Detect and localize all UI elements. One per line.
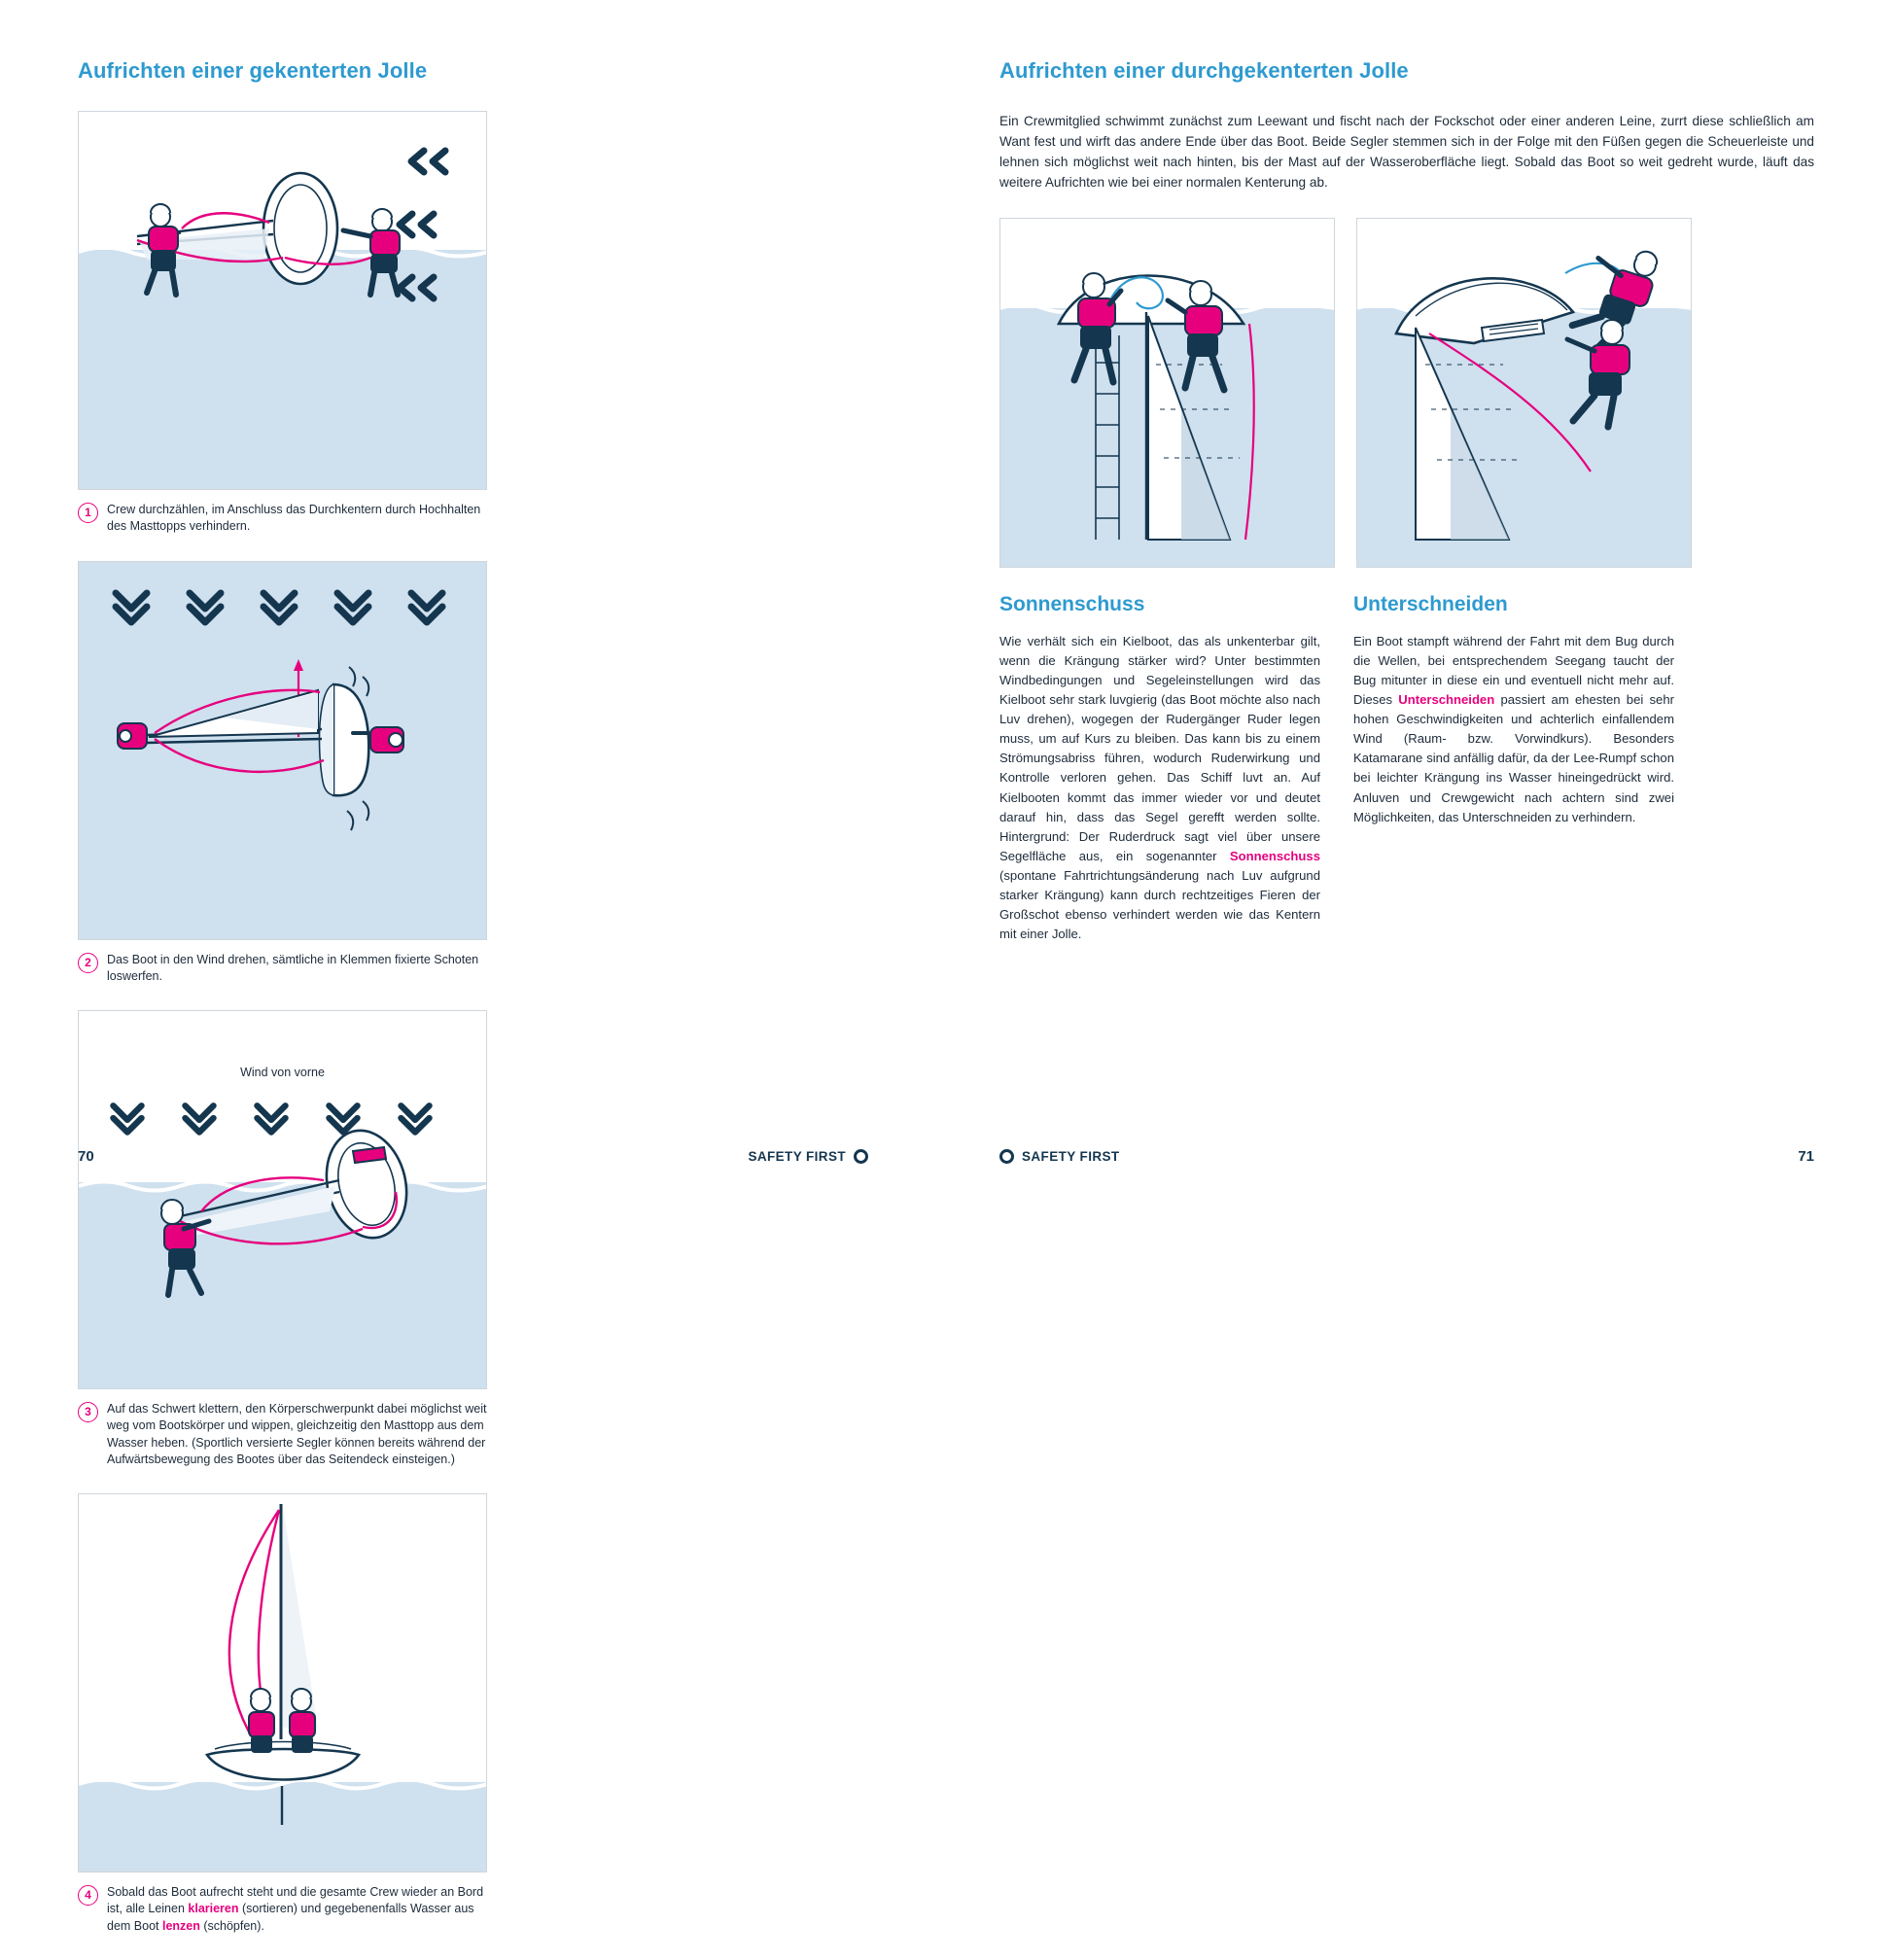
turtled-dinghy-illustration-2 — [1357, 219, 1692, 568]
right-page — [946, 0, 1892, 1219]
figure-1 — [78, 111, 487, 490]
brand-label: SAFETY FIRST — [1022, 1149, 1120, 1164]
figure-column-4 — [78, 1493, 487, 1960]
figure-column-3 — [78, 1010, 487, 1493]
photo-row — [999, 218, 1814, 568]
step4-part5: (schöpfen). — [199, 1918, 264, 1933]
step-number: 1 — [78, 503, 98, 523]
body-sonnenschuss — [999, 632, 1320, 944]
right-footer — [946, 1148, 1892, 1165]
figure-caption-4 — [78, 1884, 487, 1935]
brand-left — [748, 1149, 868, 1164]
column-sonnenschuss — [999, 593, 1320, 944]
unterschneiden-part3: passiert am ehesten bei sehr hohen Geschwindigkeiten und achterlich einfallendem Wind (Raum- bzw. Vorwindkurs). Besonders Katamarane sind anfällig dafür, da der Lee-Rumpf schon bei leichter Krängung ins Wasser hineingedrückt wird. Anluven und Crewgewicht nach achtern sind zwei Möglichkeiten, das Unterschneiden zu verhindern. — [1353, 692, 1674, 824]
turtled-dinghy-illustration-1 — [1000, 219, 1335, 568]
figure-grid — [78, 111, 868, 1960]
step-text: Auf das Schwert klettern, den Körperschwerpunkt dabei möglichst weit weg vom Bootskörper und wippen, gleichzeitig den Masttopp aus dem Wasser heben. (Sportlich versierte Segler können bereits während der Aufwärtsbewegung des Bootes über das Seitendeck einsteigen.) — [107, 1402, 487, 1466]
term-lenzen: lenzen — [161, 1918, 200, 1933]
figure-2 — [78, 561, 487, 940]
figure-column-1 — [78, 111, 487, 561]
step-text: Crew durchzählen, im Anschluss das Durchkentern durch Hochhalten des Masttopps verhindern. — [107, 503, 481, 534]
term-sonnenschuss: Sonnenschuss — [1229, 848, 1320, 863]
righting-dinghy-illustration — [79, 1011, 487, 1389]
figure-caption-1 — [78, 502, 487, 536]
step-text — [107, 1884, 487, 1935]
left-footer — [0, 1148, 946, 1165]
brand-right — [999, 1149, 1120, 1164]
text-columns — [999, 593, 1814, 944]
term-klarieren: klarieren — [188, 1902, 239, 1916]
step4-part1: Sobald das Boot aufrecht steht und die gesamte Crew wieder an Bord ist, alle Leinen — [107, 1885, 484, 1916]
page-title: Aufrichten einer gekenterten Jolle — [78, 58, 428, 83]
left-page — [0, 0, 946, 1933]
brand-label: SAFETY FIRST — [748, 1149, 846, 1164]
step-number: 3 — [78, 1402, 98, 1422]
step-text: Das Boot in den Wind drehen, sämtliche in Klemmen fixierte Schoten loswerfen. — [107, 952, 479, 983]
step-number: 4 — [78, 1885, 98, 1906]
wind-direction-label: Wind von vorne — [240, 1066, 325, 1079]
photo-2 — [1356, 218, 1692, 568]
term-unterschneiden: Unterschneiden — [1398, 692, 1495, 708]
life-ring-icon — [999, 1149, 1014, 1164]
figure-caption-3 — [78, 1401, 487, 1468]
figure-3 — [78, 1010, 487, 1389]
heading-sonnenschuss: Sonnenschuss — [999, 593, 1145, 616]
sonnenschuss-part3: (spontane Fahrtrichtungsänderung nach Luv aufgrund starker Krängung) kann durch rechtzeitiges Fieren der Großschot ebenso verhindert werden wie das Kentern mit einer Jolle. — [999, 867, 1320, 941]
unterschneiden-part1: Ein Boot stampft während der Fahrt mit dem Bug durch die Wellen, bei entsprechendem Seegang taucht der Bug mitunter in diese ein und eventuell nicht mehr auf. Dieses — [1353, 634, 1674, 708]
body-unterschneiden — [1353, 632, 1674, 826]
page-number-right: 71 — [1798, 1148, 1814, 1165]
page-number-left: 70 — [78, 1148, 94, 1165]
figure-caption-2 — [78, 952, 487, 986]
boat-turning-into-wind-illustration — [79, 562, 487, 940]
column-unterschneiden — [1353, 593, 1674, 944]
life-ring-icon — [854, 1149, 868, 1164]
photo-1 — [999, 218, 1335, 568]
figure-4 — [78, 1493, 487, 1872]
intro-paragraph: Ein Crewmitglied schwimmt zunächst zum Leewant und fischt nach der Fockschot oder einer anderen Leine, zurrt diese schließlich am Want fest und wirft das andere Ende über das Boot. Beide Segler stemmen sich in der Folge mit den Füßen gegen die Scheuerleiste und lehnen sich möglichst weit nach hinten, bis der Mast auf der Wasseroberfläche liegt. Sobald das Boot so weit gedreht wurde, läuft das weitere Aufrichten wie bei einer normalen Kenterung ab. — [999, 114, 1814, 191]
step4-part3: (sortieren) und gegebenenfalls Wasser aus dem Boot — [107, 1902, 474, 1933]
heading-unterschneiden: Unterschneiden — [1353, 593, 1508, 616]
page-title-right: Aufrichten einer durchgekenterten Jolle — [999, 58, 1409, 83]
capsized-dinghy-illustration-1 — [79, 112, 487, 490]
step-number: 2 — [78, 953, 98, 973]
upright-boat-illustration — [79, 1494, 487, 1872]
figure-column-2 — [78, 561, 487, 1011]
sonnenschuss-part1: Wie verhält sich ein Kielboot, das als unkenterbar gilt, wenn die Krängung stärker wird? Unter bestimmten Windbedingungen und Segeleinstellungen wird das Kielboot sehr stark luvgierig (das Boot möchte also nach Luv drehen), wogegen der Rudergänger Ruder legen muss, um auf Kurs zu bleiben. Das kann bis zu einem Strömungsabriss führen, wodurch Ruderwirkung und Kontrolle verloren gehen. Das Schiff luvt an. Auf Kielbooten kommt das immer wieder vor und deutet darauf hin, dass das Segel gerefft werden sollte. Hintergrund: Der Ruderdruck sagt viel über unsere Segelfläche aus, ein sogenannter — [999, 634, 1320, 863]
